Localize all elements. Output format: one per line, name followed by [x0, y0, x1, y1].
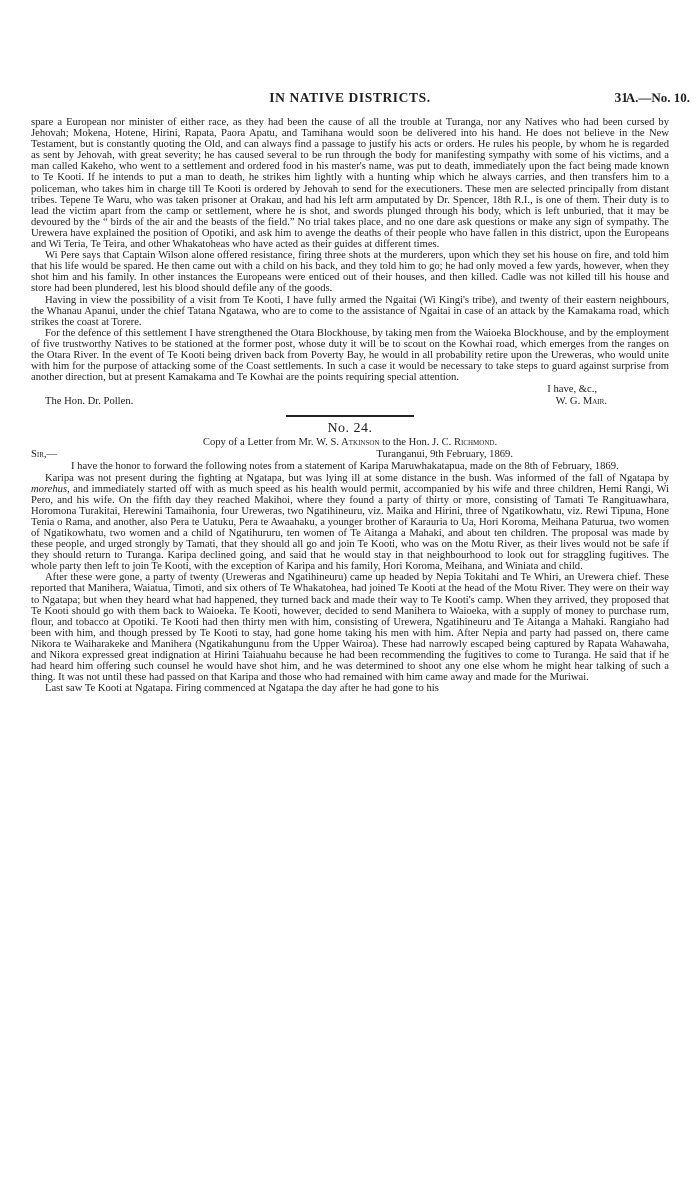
karipa-text-italic: morehus [31, 483, 68, 495]
addressee: The Hon. Dr. Pollen. [45, 396, 134, 408]
letter-signoff [31, 384, 669, 408]
karipa-text-end: , and immediately started off with as much speed as his health would permit, accompanied by his wife and three children, Hemi Rangi, Wi Pero, and his wife. On the fifth day they reached Makihoi, where they found a party of thirty or more, consisting of Tamati Te Rangituawhara, Horomona Turakitai, Herewini Tamaihonia, four Ureweras, two Ngatihineuru, viz. Maika and Hirini, three of Ngatikowhatu, viz. Rewi Tipuna, Hone Tenia o Rama, and another, also Pera te Uatuku, Pera te Awaahaku, a younger brother of Karauria to Ua, Hori Koroma, Meihana Paturua, two women of Ngatikowhatu, two women and a child of Ngatihururu, ten women of Te Aitanga a Mahaki, and about ten children. The proposal was made by these people, and urged strongly by Tamati, that they should all go and join Te Kooti, who was on the Motu River, as their lives would not be safe if they should return to Turanga. Karipa declined going, and said that he would stay in that neighbourhood to look out for straggling fugitives. The whole party then left to join Te Kooti, with the exception of Karipa and his family, Hori Koroma, Meihana, and Winiata and child. [31, 483, 669, 573]
paragraph-wi-pere: Wi Pere says that Captain Wilson alone offered resistance, firing three shots at the murderers, upon which they set his house on fire, and told him that his life would be spared. He then came out with a child on his back, and they told him to go; he had only moved a few yards, however, when they shot him and his family. In other instances the Europeans were enticed out of their houses, and then killed. Cadle was not killed till his house and store had been plundered, lest his blood should defile any of the goods. [31, 250, 669, 295]
signature: W. G. Mair. [555, 396, 607, 408]
salutation-row [31, 449, 669, 461]
page-header [30, 90, 690, 110]
letter-body-karipa [31, 473, 669, 573]
paper-reference: A.—No. 10. [625, 90, 690, 105]
document-body [31, 117, 669, 694]
paragraph-ngaitai: Having in view the possibility of a visit from Te Kooti, I have fully armed the Ngaitai (Wi Kingi's tribe), and twenty of their eastern neighbours, the Whanau Apanui, under the chief Tatana Ngatawa, who are to come to the assistance of Ngaitai in case of an attack by the Kamakama road, which strikes the coast at Torere. [31, 294, 669, 328]
running-title: IN NATIVE DISTRICTS. [269, 90, 431, 105]
letter-body-last: Last saw Te Kooti at Ngatapa. Firing commenced at Ngatapa the day after he had gone to his [45, 683, 439, 695]
closing-phrase: I have, &c., [547, 384, 597, 396]
section-divider [286, 415, 414, 417]
page-number: 31 [614, 90, 628, 105]
caption-from: W. S. Atkinson [316, 437, 380, 449]
paragraph-defence: For the defence of this settlement I have strengthened the Otara Blockhouse, by taking men from the Waioeka Blockhouse, and by the employment of five trustworthy Natives to be stationed at the former post, whose duty it will be to scout on the Kowhai road, which emerges from the ranges on the Otara River. In the event of Te Kooti being driven back from Poverty Bay, he would in all probability retire upon the Ureweras, who would unite with him for the purpose of attacking some of the Coast settlements. In such a case it would be necessary to take steps to guard against surprise from another direction, but at present Kamakama and Te Kowhai are the points requiring special attention. [31, 327, 669, 384]
letter-body-party: After these were gone, a party of twenty (Ureweras and Ngatihineuru) came up headed by Nepia Tokitahi and Te Whiri, an Urewera chief. These reported that Manihera, Waiatua, Timoti, and six others of Te Whakatohea, had joined Te Kooti at the head of the Motu River. They were on their way to Ngatapa; but when they heard what had happened, they turned back and made their way to Te Kooti's camp. When they arrived, they proposed that Te Kooti should go with them back to Waioeka. Te Kooti, however, decided to send Manihera to Waioeka, with a supply of money to purchase rum, flour, and tobacco at Opotiki. Te Kooti had then thirty men with him, consisting of Urewera, Ngatihineuru and Te Aitanga a Mahaki. Rangiaho had been with him, and though pressed by Te Kooti to stay, had gone home taking his men with him. After Nepia and party had passed on, there came Nikora te Waiharakeke and Manihera (Ngatikahungunu from the Upper Wairoa). These had narrowly escaped being captured by Rapata Wahawaha, and Nikora expressed great indignation at Hirini Taiahuahu because he had been recommending the fugitives to come to Turanga. He said that if he had heard him offering such counsel he would have shot him, and he was determined to shoot any one else whom he might hear talking of such a thing. It was not until these had passed on that Karipa and those who had remained with him came away and made for the Muriwai. [31, 572, 669, 684]
caption-to: J. C. Richmond. [432, 437, 498, 449]
letter-caption [31, 437, 669, 448]
paragraph-continuation: spare a European nor minister of either race, as they had been the cause of all the trouble at Turanga, nor any Natives who had been cursed by Jehovah; Mokena, Hotene, Hirini, Rapata, Paora Apatu, and Tamihana would soon be delivered into his hand. He does not believe in the New Testament, but is constantly quoting the Old, and can always find a passage to justify his acts or orders. He rules his people, by whom he is regarded as sent by Jehovah, with great severity; he has caused several to be run through the body for manifesting sympathy with some of his victims, and a man called Kakeho, who went to a settlement and ordered food in his master's name, was put to death, immediately upon the fact being made known to Te Kooti. If he intends to put a man to death, he strikes him lightly with a hunting whip which he always carries, and then transfers him to a policeman, who takes him in charge till Te Kooti is ordered by Jehovah to send for the executioners. These men are selected principally from distant tribes. Tepene Te Waru, who was taken prisoner at Orakau, and had his left arm amputated by Dr. Spencer, 18th R.I., is one of them. Their duty is to lead the victim apart from the camp or settlement, where he is shot, and swords plunged through his body, which is left unburied, that it may be devoured by the “ birds of the air and the beasts of the field.” No trial takes place, and no one dare ask questions or make any sign of sympathy. The Urewera have explained the position of Opotiki, and ask him to avenge the deaths of their people who have fallen in this district, upon the Europeans and Wi Teria, Te Teira, and other Whakatoheas who have acted as their guides at different times. [31, 117, 669, 251]
caption-prefix: Copy of a Letter from Mr. [202, 437, 317, 449]
caption-middle: to the Hon. [379, 437, 433, 449]
letter-intro: I have the honor to forward the following notes from a statement of Karipa Maruwhakatapua, made on the 8th of February, 1869. [71, 461, 619, 473]
place-date: Turanganui, 9th February, 1869. [376, 449, 513, 461]
karipa-text-start: Karipa was not present during the fighting at Ngatapa, but was lying ill at some distance in the bush. Was informed of the fall of Ngatapa by [45, 472, 669, 484]
salutation: Sir,— [31, 449, 58, 461]
letter-number: No. 24. [327, 421, 373, 437]
